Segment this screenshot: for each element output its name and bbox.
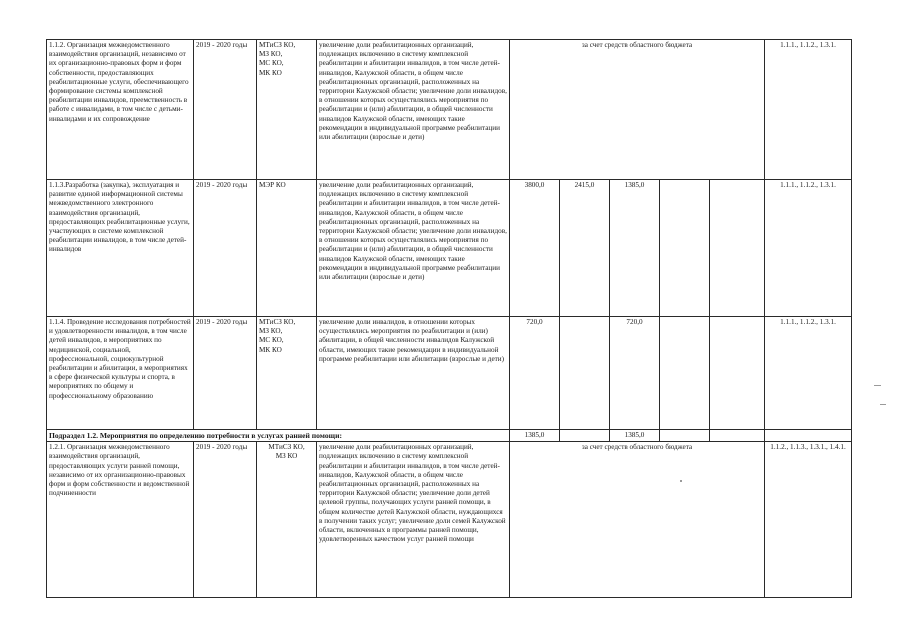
funding-empty — [660, 180, 710, 317]
measure-indicator: увеличение доли реабилитационных организаций, подлежащих включению в систему комплексной реабилитации и абилитации инвалидов, в том числе детей-инвалидов, Калужской области, в общем числе реабилитационных организаций, расположенных на территории Калужской области; увеличение доли инвалидов, в отношении которых осуществлялись мероприятия по реабилитации и (или) абилитации, в общей численности инвалидов Калужской области, имеющих такие рекомендации в индивидуальной программе реабилитации или абилитации (взрослые и дети) — [317, 40, 510, 180]
subsection-title: Подраздел 1.2. Мероприятия по определению потребности в услугах ранней помощи: — [47, 430, 510, 442]
program-measures-table — [46, 39, 852, 598]
scan-mark — [880, 404, 886, 405]
subsection-row — [47, 430, 852, 442]
funding-total: 1385,0 — [510, 430, 560, 442]
funding-empty — [660, 317, 710, 430]
links-empty — [765, 430, 852, 442]
funding-empty — [710, 180, 765, 317]
measure-indicator: увеличение доли реабилитационных организаций, подлежащих включению в систему комплексной реабилитации и абилитации инвалидов, в том числе детей-инвалидов, Калужской области, в общем числе реабилитационных организаций, расположенных на территории Калужской области; увеличение доли инвалидов, в отношении которых осуществлялись мероприятия по реабилитации и (или) абилитации, в общей численности инвалидов Калужской области, имеющих такие рекомендации в индивидуальной программе реабилитации или абилитации (взрослые и дети) — [317, 180, 510, 317]
funding-2020: 1385,0 — [610, 430, 660, 442]
funding-empty — [710, 430, 765, 442]
measure-links: 1.1.2., 1.1.3., 1.3.1., 1.4.1. — [765, 442, 852, 598]
table-row — [47, 40, 852, 180]
funding-empty — [660, 430, 710, 442]
measure-executors: МТиСЗ КО, МЗ КО, МС КО, МК КО — [257, 317, 317, 430]
measure-period: 2019 - 2020 годы — [194, 40, 257, 180]
table-row — [47, 317, 852, 430]
funding-total: 720,0 — [510, 317, 560, 430]
funding-2020: 720,0 — [610, 317, 660, 430]
funding-note: за счет средств областного бюджета — [510, 442, 765, 598]
measure-name: 1.2.1. Организация межведомственного взаимодействия организаций, предоставляющих услуги ранней помощи, независимо от их организационно-правовых форм и форм собственности и ведомственной подчиненности — [47, 442, 194, 598]
funding-empty — [710, 317, 765, 430]
measure-links: 1.1.1., 1.1.2., 1.3.1. — [765, 180, 852, 317]
measure-indicator: увеличение доли инвалидов, в отношении которых осуществлялись мероприятия по реабилитации и (или) абилитации, в общей численности инвалидов Калужской области, имеющих такие рекомендации в индивидуальной программе реабилитации или абилитации (взрослые и дети) — [317, 317, 510, 430]
funding-note: за счет средств областного бюджета — [510, 40, 765, 180]
funding-empty — [560, 430, 610, 442]
measure-name: 1.1.4. Проведение исследования потребностей и удовлетворенности инвалидов, в том числе детей инвалидов, в мероприятиях по медицинской, социальной, профессиональной, социокультурной реабилитации и абилитации, в мероприятиях в сфере физической культуры и спорта, в мероприятиях по общему и профессиональному образованию — [47, 317, 194, 430]
funding-2019: 2415,0 — [560, 180, 610, 317]
table-row — [47, 442, 852, 598]
measure-name: 1.1.3.Разработка (закупка), эксплуатация и развитие единой информационной системы межведомственного электронного взаимодействия организаций, предоставляющих реабилитационные услуги, участвующих в системе комплексной реабилитации инвалидов, в том числе детей-инвалидов — [47, 180, 194, 317]
funding-total: 3800,0 — [510, 180, 560, 317]
scan-mark — [680, 480, 682, 482]
measure-executors: МТиСЗ КО, МЗ КО — [257, 442, 317, 598]
funding-2020: 1385,0 — [610, 180, 660, 317]
measure-links: 1.1.1., 1.1.2., 1.3.1. — [765, 40, 852, 180]
measure-executors: МТиСЗ КО, МЗ КО, МС КО, МК КО — [257, 40, 317, 180]
measure-executors: МЭР КО — [257, 180, 317, 317]
measure-period: 2019 - 2020 годы — [194, 317, 257, 430]
measure-name: 1.1.2. Организация межведомственного взаимодействия организаций, независимо от их организационно-правовых форм и форм собственности, предоставляющих реабилитационные услуги, обеспечивающего формирование системы комплексной реабилитации инвалидов, преемственность в работе с инвалидами, в том числе с детьми-инвалидами и их сопровождение — [47, 40, 194, 180]
scan-mark — [874, 385, 881, 386]
funding-empty — [560, 317, 610, 430]
measure-indicator: увеличение доли реабилитационных организаций, подлежащих включению в систему комплексной реабилитации и абилитации инвалидов, в том числе детей-инвалидов, Калужской области, в общем числе реабилитационных организаций, расположенных на территории Калужской области; увеличение доли детей целевой группы, получающих услуги ранней помощи, в общем количестве детей Калужской области, нуждающихся в получении таких услуг; увеличение доли семей Калужской области, включенных в программы ранней помощи, удовлетворенных качеством услуг ранней помощи — [317, 442, 510, 598]
measure-links: 1.1.1., 1.1.2., 1.3.1. — [765, 317, 852, 430]
measure-period: 2019 - 2020 годы — [194, 180, 257, 317]
measure-period: 2019 - 2020 годы — [194, 442, 257, 598]
table-row — [47, 180, 852, 317]
